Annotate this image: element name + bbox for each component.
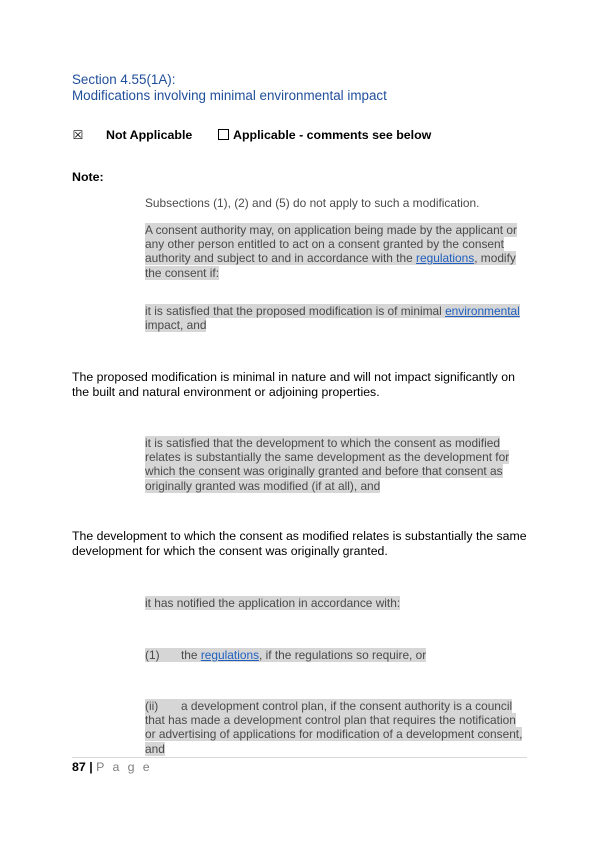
clause-c-ii-text: a development control plan, if the consent authority is a council that has made a development control plan that requires the notification or advertising of applications for modification of a development consent, and — [145, 699, 523, 756]
clause-c — [145, 596, 527, 610]
applicable-label: Applicable - comments see below — [233, 128, 432, 142]
regulations-link[interactable]: regulations — [416, 251, 475, 266]
clause-intro-tail: , modify the consent if: — [145, 251, 516, 280]
page-footer — [72, 760, 152, 774]
clause-a — [145, 304, 527, 332]
clause-intro-text: A consent authority may, on application being made by the applicant or any other person entitled to act on a consent granted by the consent authority and subject to and in accordance with the — [145, 223, 517, 266]
page-word: P a g e — [96, 760, 152, 774]
section-number: Section 4.55(1A): — [72, 72, 176, 87]
clause-c-i-marker: (1) — [145, 648, 160, 662]
clause-c-i-tail: , if the regulations so require, or — [259, 648, 427, 662]
comment-a: The proposed modification is minimal in nature and will not impact significantly on the built and natural environment or adjoining properties. — [72, 370, 515, 399]
clause-c-text: it has notified the application in accordance with: — [145, 596, 401, 610]
clause-c-i-text: the — [181, 648, 201, 662]
footer-divider — [72, 757, 527, 758]
clause-c-ii — [145, 699, 527, 756]
environmental-link[interactable]: environmental — [445, 304, 520, 318]
section-title: Modifications involving minimal environmental impact — [72, 88, 387, 103]
clause-b — [145, 436, 527, 493]
footer-separator: | — [85, 760, 97, 774]
note-label: Note: — [72, 170, 104, 184]
not-applicable-label: Not Applicable — [106, 128, 193, 142]
section-heading — [72, 72, 387, 104]
clause-c-i — [145, 648, 527, 662]
option-applicable[interactable] — [218, 128, 431, 142]
clause-a-tail: impact, and — [145, 318, 207, 333]
option-not-applicable[interactable] — [72, 128, 192, 142]
clause-c-ii-marker: (ii) — [145, 699, 159, 713]
checked-box-icon: ☒ — [72, 128, 84, 142]
unchecked-box-icon — [218, 129, 229, 140]
clause-intro — [145, 223, 527, 280]
page-number: 87 — [72, 760, 86, 774]
subsections-note: Subsections (1), (2) and (5) do not apply to such a modification. — [145, 196, 480, 210]
clause-a-text: it is satisfied that the proposed modification is of minimal — [145, 304, 446, 318]
comment-b: The development to which the consent as modified relates is substantially the same development for which the consent was originally granted. — [72, 529, 527, 558]
clause-b-text: it is satisfied that the development to which the consent as modified relates is substantially the same development as the development for which the consent was originally granted and before that consent as originally granted was modified (if at all), and — [145, 436, 510, 493]
regulations-link-2[interactable]: regulations — [200, 648, 260, 662]
